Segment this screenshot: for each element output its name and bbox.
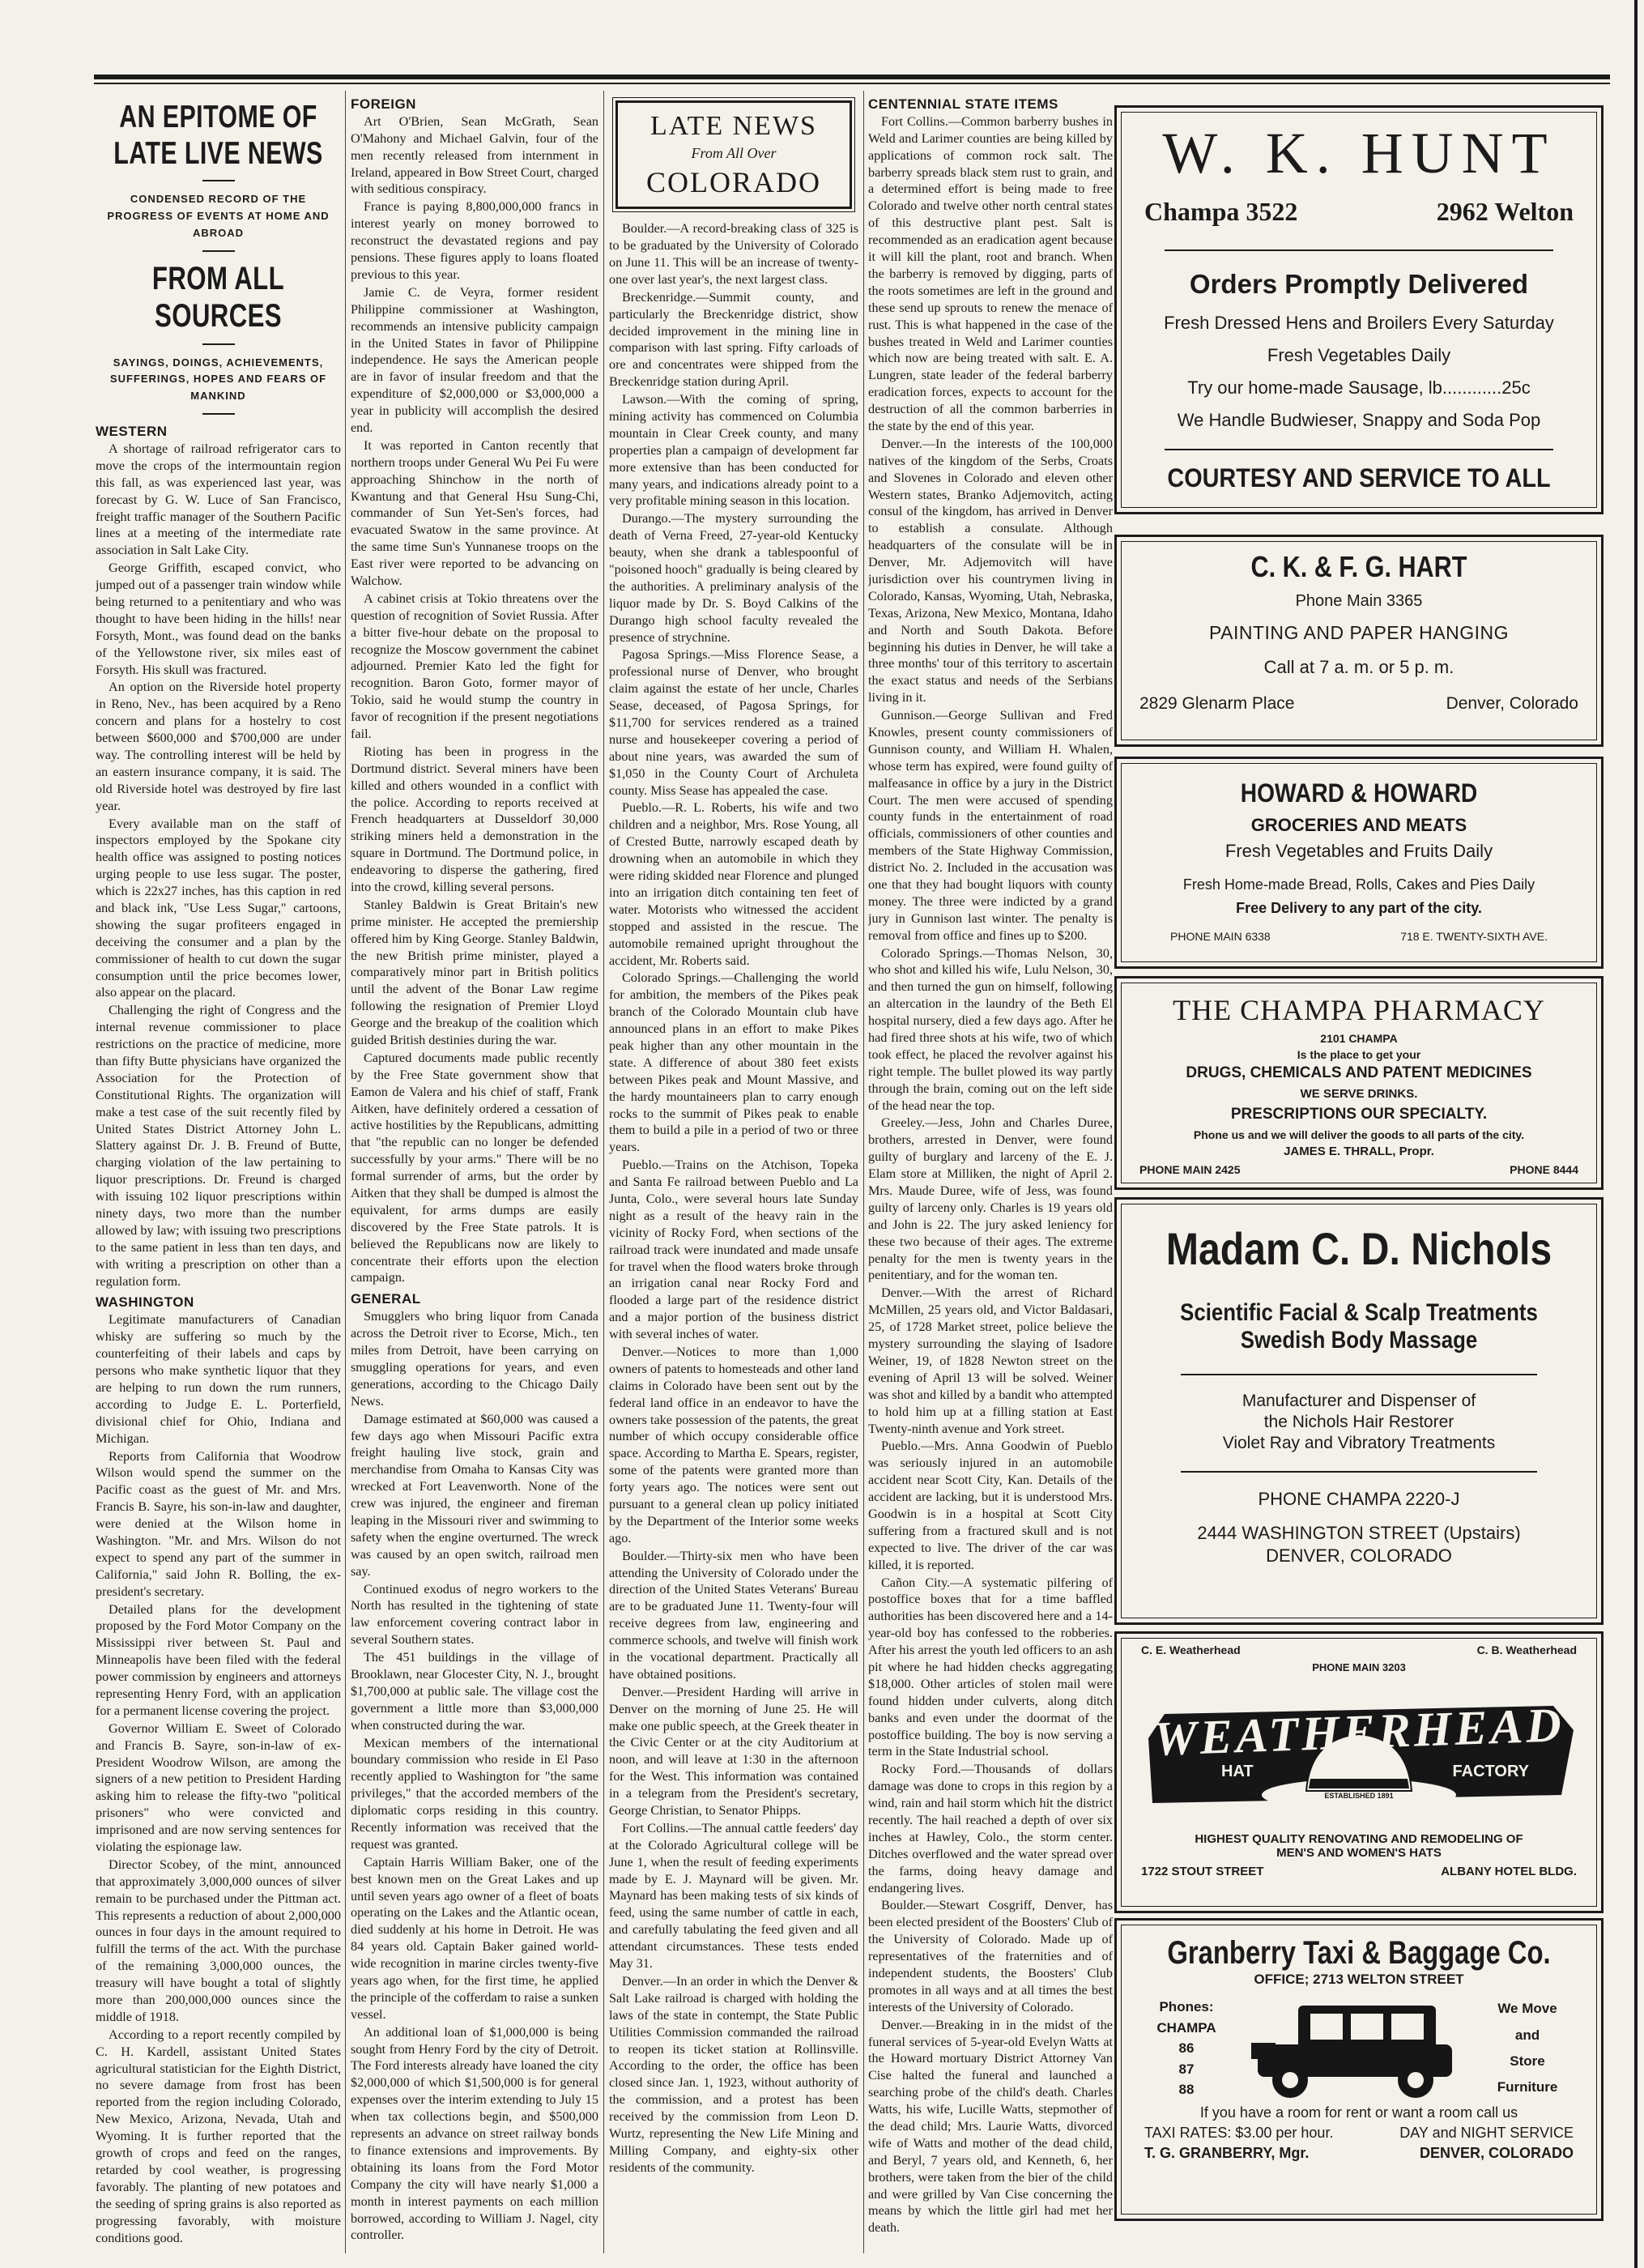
nichols-phone: PHONE CHAMPA 2220-J — [1258, 1489, 1460, 1509]
granberry-office: OFFICE; 2713 WELTON STREET — [1254, 1972, 1464, 1987]
article: Denver.—In an order in which the Denver & Salt Lake railroad is charged with holding the laws of the state in contempt, the State Public Utilities Commission commanded the railroad to reopen its ticket station at Rollinsville. According to the order, the office has been closed since Jan. 1, 1923, without authority of the commission, and a protest has been received by the commission from Leon D. Wurtz, representing the New Life Mining and Milling Company, and eighty-six other residents of the community. — [609, 1973, 858, 2175]
right-edge — [1634, 0, 1638, 2268]
article: According to a report recently compiled by C. H. Kardell, assistant United States agricultural statistician for the Eighth District, no severe damage from frost has been reported from the region including Colorado, New Mexico, Arizona, Nevada, Utah and Wyoming. It is further reported that the growth of crops and feed on the ranges, retarded by cool weather, is progressing favorably. The planting of new potatoes and the seeding of spring grains is also reported as progressing favorably, with moisture conditions good. — [96, 2027, 341, 2245]
article: Pueblo.—Mrs. Anna Goodwin of Pueblo was seriously injured in an automobile accident near Scott City, Kan. Details of the accident are lacking, but it is understood Mrs. Goodwin is in a hospital at Scott City suffering from a fractured skull and is not expected to live. The driver of the car was killed, it is reported. — [868, 1439, 1113, 1572]
divider — [202, 250, 235, 252]
nichols-line1: Scientific Facial & Scalp Treatments — [1180, 1299, 1538, 1326]
ad-hunt — [1114, 105, 1604, 514]
howard-phone: PHONE MAIN 6338 — [1170, 930, 1271, 943]
article: Boulder.—Thirty-six men who have been attending the University of Colorado under the direction of the United States Veterans' Bureau are to be graduated June 11. Twenty-four will receive degrees from law, engineering and commerce schools, and twelve will finish work in the vocational department. Practically all have obtained positions. — [609, 1548, 858, 1682]
article: Reports from California that Woodrow Wilson would spend the summer on the Pacific coast as the guest of Mr. and Mrs. Francis B. Sayre, his son-in-law and daughter, were denied at the Wilson home in Washington. "Mr. and Mrs. Wilson do not expect to spend any part of the summer in California," said John R. Bolling, the ex-president's secretary. — [96, 1448, 341, 1599]
weatherhead-factory: FACTORY — [1452, 1763, 1529, 1780]
weatherhead-hat: HAT — [1221, 1763, 1254, 1780]
hunt-line2: Fresh Dressed Hens and Broilers Every Saturday — [1164, 313, 1554, 333]
hart-city: Denver, Colorado — [1446, 694, 1578, 713]
nichols-rule — [1181, 1471, 1537, 1473]
champa-line4: PRESCRIPTIONS OUR SPECIALTY. — [1230, 1106, 1488, 1123]
article: Art O'Brien, Sean McGrath, Sean O'Mahony and Michael Galvin, four of the men recently released from internment in Ireland, appeared in Bow Street Court, charged with seditious conspiracy. — [351, 113, 598, 197]
granberry-day-night: DAY and NIGHT SERVICE — [1399, 2125, 1574, 2141]
headline-epitome: AN EPITOME OF LATE LIVE NEWS — [113, 100, 323, 172]
article: Rocky Ford.—Thousands of dollars damage was done to crops in this region by a wind, rain and hail storm which hit the district recently. The hail reached a depth of over six inches at Hawley, Colo., the storm center. Ditches overflowed and the water spread over the farms, doing heavy damage and endangering lives. — [868, 1762, 1113, 1895]
article: Director Scobey, of the mint, announced that approximately 3,000,000 ounces of silver remain to be purchased under the Pittman act. This represents a reduction of about 2,000,000 ounces in four days in the amount required to fulfill the terms of the act. With the purchase of the remaining 3,000,000 ounces, the treasury will have bought a total of slightly more than 200,000,000 ounces since the middle of 1918. — [96, 1857, 341, 2024]
column-colorado — [609, 96, 858, 2254]
article: Rioting has been in progress in the Dortmund district. Several miners have been killed and others wounded in a conflict with the police. According to reports received at French headquarters at Dusseldorf 30,000 striking miners held a demonstration in the square in Dortmund. The Dortmund police, in endeavoring to disperse the gathering, fired into the crowd, killing several persons. — [351, 744, 598, 894]
ad-howard — [1114, 757, 1604, 969]
nichols-address: 2444 WASHINGTON STREET (Upstairs) — [1197, 1523, 1521, 1543]
nichols-name: Madam C. D. Nichols — [1165, 1223, 1552, 1274]
subhead-sayings: SAYINGS, DOINGS, ACHIEVEMENTS, SUFFERINGS, HOPES AND FEARS OF MANKIND — [109, 356, 327, 403]
article: A cabinet crisis at Tokio threatens over the question of recognition of Soviet Russia. After a bitter five-hour debate on the proposal to recognize the Moscow government the cabinet adjourned. Premier Kato led the fight for recognition. Baron Goto, former mayor of Tokio, said he would stump the country in favor of recognition if the present negotiations fail. — [351, 590, 598, 741]
hunt-footer: COURTESY AND SERVICE TO ALL — [1167, 463, 1551, 492]
article: Boulder.—A record-breaking class of 325 is to be graduated by the University of Colorado on June 11. This will be an increase of twenty-one over last year's, the next largest class. — [609, 221, 858, 287]
weatherhead-line1: HIGHEST QUALITY RENOVATING AND REMODELING OF — [1195, 1832, 1523, 1846]
champa-line3: WE SERVE DRINKS. — [1300, 1087, 1418, 1101]
divider — [202, 180, 235, 181]
granberry-service: and — [1514, 2027, 1540, 2043]
granberry-phone: 88 — [1178, 2082, 1195, 2098]
weatherhead-left-name: C. E. Weatherhead — [1141, 1643, 1241, 1656]
weatherhead-line2: MEN'S AND WOMEN'S HATS — [1276, 1846, 1442, 1860]
column-rule — [603, 91, 604, 2253]
article: Colorado Springs.—Thomas Nelson, 30, who shot and killed his wife, Lulu Nelson, 30, and then turned the gun on himself, following an altercation in the laundry of the Beth El hospital nursery, died a few days ago. After he had fired three shots at his wife, two of which took effect, he placed the revolver against his right temple. The bullet plowed its way partly through the brain, coming out on the left side of the head near the top. — [868, 945, 1113, 1113]
hunt-line3: Fresh Vegetables Daily — [1267, 345, 1451, 365]
howard-name: HOWARD & HOWARD — [1240, 778, 1478, 808]
weatherhead-wordmark: WEATHERHEAD — [1152, 1698, 1565, 1766]
article: An additional loan of $1,000,000 is being sought from Henry Ford by the city of Detroit. The Ford interests already have loaned the city $2,000,000 of which $1,500,000 is for general expenses over the interim extending to July 15 when tax collections begin, and $500,000 represents an advance on street railway bonds to finance extensions and improvements. By obtaining its loans from the Ford Motor Company the city will have nearly $1,000 a month in interest payments on each million borrowed, according to William J. Nagel, city controller. — [351, 2024, 598, 2243]
article: Breckenridge.—Summit county, and particularly the Breckenridge district, show decided improvement in the mining line in comparison with last spring. Fifty carloads of ore and concentrates were shipped from the Breckenridge station during April. — [609, 289, 858, 390]
nichols-rule — [1181, 1374, 1537, 1375]
late-news-box — [615, 100, 852, 209]
granberry-phones-label: Phones: — [1159, 1999, 1214, 2015]
weatherhead-logo — [1132, 1682, 1586, 1827]
article: Mexican members of the international boundary commission who reside in El Paso recently applied to Washington for "the same privileges," that the accorded members of the diplomatic corps residing in this country. Recently information was received that the request was granted. — [351, 1735, 598, 1852]
article: Lawson.—With the coming of spring, mining activity has commenced on Columbia mountain in Clear Creek county, and many properties plan a campaign of development far more extensive than has been conducted for many years, and indications already point to a very profitable mining season in this location. — [609, 392, 858, 509]
granberry-service: Furniture — [1497, 2079, 1558, 2095]
granberry-phone: 87 — [1178, 2061, 1195, 2077]
weatherhead-building: ALBANY HOTEL BLDG. — [1441, 1865, 1577, 1878]
hart-address: 2829 Glenarm Place — [1139, 694, 1295, 713]
champa-line2: DRUGS, CHEMICALS AND PATENT MEDICINES — [1186, 1064, 1532, 1081]
granberry-phone: 86 — [1178, 2040, 1195, 2057]
howard-line2: Fresh Vegetables and Fruits Daily — [1224, 841, 1493, 861]
champa-phone-main: PHONE MAIN 2425 — [1139, 1163, 1241, 1176]
article: Challenging the right of Congress and the internal revenue commissioner to place restrictions on the practice of medicine, more than fifty Butte physicians have organized the Association for the Protection of Constitutional Rights. The organization will make a test case of the suit recently filed by United States District Attorney John L. Slattery against Dr. J. B. Freund of Butte, charging violation of the law pertaining to liquor prescriptions. Dr. Freund is charged with issuing 102 liquor prescriptions within ninety days, two more than the number allowed by law; with issuing two prescriptions to the same patient in less than ten days, and with writing a prescription on other than a regulation form. — [96, 1003, 341, 1289]
weatherhead-established: ESTABLISHED 1891 — [1324, 1792, 1394, 1800]
champa-address: 2101 CHAMPA — [1320, 1032, 1398, 1045]
champa-line1: Is the place to get your — [1297, 1048, 1421, 1061]
hunt-rule — [1165, 249, 1553, 251]
hunt-rule — [1165, 449, 1553, 450]
article: Damage estimated at $60,000 was caused a few days ago when Missouri Pacific extra freight hauling live stock, grain and merchandise from Omaha to Kansas City was wrecked at Fort Leavenworth. None of the crew was injured, the engineer and fireman leaping in the Missouri river and swimming to safety when the engine overturned. The wreck was caused by an open switch, railroad men say. — [351, 1411, 598, 1579]
divider — [202, 413, 235, 415]
late-news-title: LATE NEWS — [650, 111, 817, 141]
champa-line5: Phone us and we will deliver the goods to all parts of the city. — [1193, 1128, 1525, 1141]
divider — [202, 343, 235, 345]
ad-hart — [1114, 535, 1604, 747]
ad-granberry — [1114, 1918, 1604, 2221]
article: Boulder.—Stewart Cosgriff, Denver, has been elected president of the Boosters' Club of the University of Colorado. Made up of representatives of the fraternities and of independent students, the Boosters' Club promotes in all ways and at all times the best interests of the University of Colorado. — [868, 1898, 1113, 2014]
subhead-condensed: CONDENSED RECORD OF THE PROGRESS OF EVENTS AT HOME AND ABROAD — [107, 193, 330, 240]
article: Denver.—Notices to more than 1,000 owners of patents to homesteads and other land claims in Colorado have been sent out by the federal land office in an endeavor to have the owners take possession of the patents, the great number of which occupy considerable office space. According to Martha E. Spears, register, some of the patents were granted more than forty years ago. The notices were sent out pursuant to a general clean up policy initiated by the Department of the Interior some weeks ago. — [609, 1344, 858, 1545]
article: Detailed plans for the development proposed by the Ford Motor Company on the Mississippi river between St. Paul and Minneapolis have been filed with the federal power commission by engineers and attorneys representing Henry Ford, with an application for a permanent license covering the project. — [96, 1601, 341, 1718]
article: Denver.—President Harding will arrive in Denver on the morning of June 25. He will make one public speech, at the Greek theater in the Civic Center or at the city Auditorium at noon, and will leave at 1:30 in the afternoon for the West. This information was contained in a telegram from the President's secretary, George Christian, to Senator Phipps. — [609, 1684, 858, 1818]
article: Pagosa Springs.—Miss Florence Sease, a professional nurse of Denver, who brought claim against the estate of her uncle, Charles Sease, deceased, of Pagosa Springs, for $11,700 for services rendered as a trained nurse and housekeeper covering a period of about nine years, was awarded the sum of $1,050 in the County Court of Archuleta county. Miss Sease has appealed the case. — [609, 647, 858, 798]
section-title-foreign: FOREIGN — [351, 96, 416, 112]
howard-line3: Fresh Home-made Bread, Rolls, Cakes and Pies Daily — [1182, 876, 1535, 893]
article: Denver.—In the interests of the 100,000 natives of the kingdom of the Serbs, Croats and Slovenes in Colorado and eleven other Western states, Branko Adjemovitch, acting consul of the kingdom, has arrived in Denver to establish a consulate. Although headquarters of the consulate will be in Denver, Mr. Adjemovitch will have jurisdiction over his countrymen living in Colorado, Kansas, Wyoming, Utah, Nebraska, Texas, Arizona, New Mexico, Montana, Idaho and North and South Dakota. Before beginning his duties in Denver, he will take a three months' tour of this territory to ascertain the exact status and needs of the Serbians living in it. — [868, 436, 1113, 706]
column-rule — [863, 91, 864, 2253]
article: Stanley Baldwin is Great Britain's new prime minister. He accepted the premiership offered him by King George. Stanley Baldwin, the new British prime minister, played a comparatively minor part in British politics until the advent of the Bonar Law regime following the resignation of Premier Lloyd George and the breakup of the coalition which guided British destinies during the war. — [351, 897, 598, 1048]
granberry-line1: If you have a room for rent or want a room call us — [1199, 2104, 1518, 2121]
granberry-city: DENVER, COLORADO — [1419, 2145, 1574, 2161]
article: Governor William E. Sweet of Colorado and Francis B. Sayre, son-in-law of ex-President Woodrow Wilson, are among the signers of a new petition to President Harding asking him to release the fifty-two "political prisoners" who were convicted and imprisoned and are now serving sentences for violating the espionage law. — [96, 1720, 341, 1855]
weatherhead-address: 1722 STOUT STREET — [1141, 1865, 1264, 1878]
article: Captured documents made public recently by the Free State government show that Eamon de Valera and his chief of staff, Frank Aitken, have definitely ordered a cessation of active hostilities by the Republicans, admitting that "the republic can no longer be defended successfully by your arms." There will be no formal surrender of arms, but the order by Aitken that they shall be dumped is almost the equivalent, for arms dumps are easily discovered by the Free State patrols. It is believed the Republicans now are likely to concentrate their efforts upon the election campaign. — [351, 1050, 598, 1285]
article: Fort Collins.—The annual cattle feeders' day at the Colorado Agricultural college will be June 1, when the result of feeding experiments made by E. J. Maynard will be given. Mr. Maynard has been making tests of six kinds of feed, using the same number of cattle in each, and carefully tabulating the feed given and all attendant circumstances. These tests ended May 31. — [609, 1820, 858, 1972]
ad-champa-pharmacy — [1114, 976, 1604, 1190]
ad-nichols — [1114, 1197, 1604, 1625]
column-foreign-general — [351, 96, 598, 2254]
weatherhead-right-name: C. B. Weatherhead — [1476, 1643, 1577, 1656]
column-epitome — [96, 96, 341, 2254]
late-news-sub: From All Over — [691, 145, 777, 162]
hunt-line1: Orders Promptly Delivered — [1189, 269, 1529, 299]
weatherhead-phone: PHONE MAIN 3203 — [1312, 1661, 1406, 1673]
ad-weatherhead — [1114, 1631, 1604, 1913]
article: Pueblo.—Trains on the Atchison, Topeka and Santa Fe railroad between Pueblo and La Junta, Colo., were several hours late Sunday night as a result of the heavy rain in the vicinity of Rocky Ford, when sections of the railroad track were inundated and made unsafe for travel when the flood waters broke through an irrigation canal near Rocky Ford and flooded a large part of the residence district and a major portion of the business district with several inches of water. — [609, 1157, 858, 1342]
article: Smugglers who bring liquor from Canada across the Detroit river to Ecorse, Mich., ten miles from Detroit, have been carrying on smuggling operations for years, and even generations, according to the Chicago Daily News. — [351, 1309, 598, 1409]
section-title-general: GENERAL — [351, 1291, 421, 1307]
late-news-colorado: COLORADO — [645, 165, 821, 198]
article: George Griffith, escaped convict, who jumped out of a passenger train window while being returned to a penitentiary and who was thought to have been hiding in the hills! near Forsyth, Mont., was found dead on the banks of the Yellowstone river, six miles east of Forsyth. His skull was fractured. — [96, 561, 341, 677]
article: Denver.—Breaking in in the midst of the funeral services of 5-year-old Evelyn Watts at the Howard mortuary District Attorney Van Cise halted the funeral and launched a searching probe of the child's death. Charles Watts, his wife, Lucille Watts, stepmother of the dead child; Mrs. Laurie Watts, divorced wife of Watts and mother of the dead child, and Beryl, 7 years old, and Kenneth, 6, her brothers, were taken from the bier of the child and were grilled by Van Cise concerning the means by which the little girl had met her death. — [868, 2017, 1113, 2236]
article: Captain Harris William Baker, one of the best known men on the Great Lakes and up until seven years ago owner of a fleet of boats operating on the Lakes and the Atlantic ocean, died suddenly at his home in Detroit. He was 84 years old. Captain Baker gained world-wide recognition in marine circles twenty-five years ago when, for the first time, he applied the principle of the cofferdam to raise a sunken vessel. — [351, 1854, 598, 2022]
top-rule — [94, 75, 1610, 79]
granberry-manager: T. G. GRANBERRY, Mgr. — [1144, 2145, 1310, 2161]
nichols-line5: Violet Ray and Vibratory Treatments — [1222, 1434, 1496, 1452]
hunt-name: W. K. HUNT — [1162, 121, 1556, 185]
article: Cañon City.—A systematic pilfering of postoffice boxes that for a time baffled authorities has been discovered here and a 14-year-old boy has confessed to the robberies. After his arrest the youth led officers to an ash pit where he had hidden checks aggregating $18,000. Other articles of stolen mail were found hidden under culverts, along ditch banks and even under the doormat of the postoffice building. The boy is now serving a term in the State Industrial school. — [868, 1575, 1113, 1759]
granberry-service: Store — [1510, 2053, 1545, 2069]
nichols-city: DENVER, COLORADO — [1266, 1545, 1452, 1566]
howard-address: 718 E. TWENTY-SIXTH AVE. — [1400, 930, 1548, 943]
article: Greeley.—Jess, John and Charles Duree, brothers, arrested in Denver, were found guilty of burglary and larceny of the E. J. Elam store at Milliken, the night of April 2. Mrs. Maude Duree, wife of Jess, was found guilty of larceny only. Charles is 19 years old and John is 22. The jury asked leniency for these two because of their ages. The extreme penalty for the men is twenty years in the penitentiary, and for the woman ten. — [868, 1115, 1113, 1283]
article: It was reported in Canton recently that northern troops under General Wu Pei Fu were approaching Shinchow in the north of Kwantung and that General Hsu Sung-Chi, commander of Sun Yet-Sen's forces, had evacuated Swatow in the same province. At the same time Sun's Yunnanese troops on the East river were reported to be advancing on Walchow. — [351, 437, 598, 588]
section-title-washington: WASHINGTON — [96, 1294, 194, 1311]
article: The 451 buildings in the village of Brooklawn, near Glocester City, N. J., brought $1,700,000 at public sale. The village cost the government a little more than $3,000,000 when constructed during the war. — [351, 1650, 598, 1733]
hunt-phone: Champa 3522 — [1144, 197, 1298, 226]
article: Fort Collins.—Common barberry bushes in Weld and Larimer counties are being killed by applications of common rock salt. The barberry spreads black stem rust to grain, and a determined effort is being made to free Colorado and twelve other north central states of this destructive plant pest. Salt is recommended as an eradication agent because it will kill the plant, root and branch. When the barberry is removed by digging, parts of the roots sometimes are left in the ground and these send up sprouts to renew the menace of rust. This is what happened in the case of the bushes treated in Weld and Larimer counties which now are being treated with salt. E. A. Lungren, state leader of the federal barberry eradication forces, expects to account for the destruction of all the common barberries in the state by the end of this year. — [868, 113, 1113, 433]
article: Continued exodus of negro workers to the North has resulted in the tightening of state law enforcement covering contract labor in several Southern states. — [351, 1581, 598, 1648]
hart-phone: Phone Main 3365 — [1295, 592, 1423, 610]
article: Durango.—The mystery surrounding the death of Verna Freed, 27-year-old Kentucky beauty, when she drank a tablespoonful of "poisoned hooch" gradually is being cleared by the authorities. A preliminary analysis of the liquor made by Dr. S. Boyd Calkins of the Durango high school faculty revealed the presence of strychnine. — [609, 511, 858, 645]
article: Colorado Springs.—Challenging the world for ambition, the members of the Pikes peak branch of the Colorado Mountain club have announced plans in an effort to make Pikes peak higher than any other mountain in the state. A difference of about 380 feet exists between Pikes peak and Mount Massive, and the hardy mountaineers plan to carry enough rocks to the summit of Pikes peak to enable them to build a pile in a period of two or three years. — [609, 970, 858, 1155]
article: A shortage of railroad refrigerator cars to move the crops of the intermountain region this fall, as was experienced last year, was forecast by G. W. Luce of San Francisco, freight traffic manager of the Southern Pacific lines at a meeting of the intermediate rate association in Salt Lake City. — [96, 441, 341, 558]
article: Pueblo.—R. L. Roberts, his wife and two children and a neighbor, Mrs. Rose Young, all of Crested Butte, narrowly escaped death by drowning when an automobile in which they were riding skidded near Florence and plunged into an irrigation ditch containing ten feet of water. Motorists who witnessed the accident stopped and assisted in the rescue. The automobile remained upright throughout the accident, Mr. Roberts said. — [609, 800, 858, 968]
article: An option on the Riverside hotel property in Reno, Nev., has been acquired by a Reno concern and plans for a hostelry to cost between $600,000 and $700,000 are under way. The controlling interest will be held by an eastern insurance company, it is said. The old Riverside hotel was destroyed by fire last year. — [96, 680, 341, 813]
top-rule-thin — [94, 83, 1610, 84]
nichols-line3: Manufacturer and Dispenser of — [1242, 1392, 1476, 1410]
granberry-service: We Move — [1497, 2001, 1557, 2017]
article: Jamie C. de Veyra, former resident Philippine commissioner at Washington, recommends an intensive publicity campaign in the United States in favor of Philippine independence. He says the American people are in favor of insular freedom and that the expenditure of $2,000,000 or $3,000,000 a year in publicity will accomplish the desired end. — [351, 284, 598, 435]
article: Denver.—With the arrest of Richard McMillen, 25 years old, and Victor Baldasari, 25, of 1728 Market street, police believe the mystery surrounding the slaying of Isadore Weiner, 19, of 1828 Newton street on the evening of April 13 will be solved. Weiner was shot and killed by a bandit who attempted to hold him up at a filling station at East Twenty-ninth avenue and York street. — [868, 1285, 1113, 1436]
champa-name: THE CHAMPA PHARMACY — [1173, 994, 1545, 1026]
hunt-line5: We Handle Budwieser, Snappy and Soda Pop — [1177, 410, 1541, 430]
howard-line4: Free Delivery to any part of the city. — [1236, 900, 1482, 916]
section-title-centennial: CENTENNIAL STATE ITEMS — [868, 96, 1058, 112]
nichols-line4: the Nichols Hair Restorer — [1263, 1413, 1454, 1431]
hart-name: C. K. & F. G. HART — [1250, 550, 1467, 583]
article: Legitimate manufacturers of Canadian whisky are suffering so much by the counterfeiting of their labels and caps by persons who make synthetic liquor that they are helping to run down the rum runners, according to Judge E. L. Porterfield, divisional chief for Ohio, Indiana and Michigan. — [96, 1312, 341, 1446]
hunt-address: 2962 Welton — [1436, 197, 1574, 226]
article: Gunnison.—George Sullivan and Fred Knowles, present county commissioners of Gunnison county, and William H. Whalen, whose term has expired, were found guilty of malfeasance in office by a jury in the District Court. The men were accused of spending county funds in the entertainment of road officials, commissioners of other counties and members of the State Highway Commission, district No. 2. Included in the accusation was one that they had bought liquors with county money. The three were indicted by a grand jury in Gunnison last winter. The penalty is removal from office and fines up to $200. — [868, 708, 1113, 943]
howard-line1: GROCERIES AND MEATS — [1250, 815, 1467, 835]
granberry-rates: TAXI RATES: $3.00 per hour. — [1144, 2125, 1334, 2141]
headline-all-sources: FROM ALL SOURCES — [151, 260, 285, 335]
nichols-line2: Swedish Body Massage — [1240, 1327, 1478, 1354]
champa-phone-alt: PHONE 8444 — [1510, 1163, 1578, 1176]
hunt-line4: Try our home-made Sausage, lb............25c — [1187, 377, 1531, 398]
champa-proprietor: JAMES E. THRALL, Propr. — [1284, 1145, 1434, 1158]
taxi-car-icon — [1242, 1996, 1468, 2101]
article: France is paying 8,800,000,000 francs in interest yearly on money borrowed to reconstruct the devastated regions and pay pensions. These figures apply to loans floated previous to this year. — [351, 199, 598, 282]
granberry-name: Granberry Taxi & Baggage Co. — [1167, 1935, 1551, 1971]
hart-hours: Call at 7 a. m. or 5 p. m. — [1263, 657, 1454, 677]
granberry-exchange: CHAMPA — [1156, 2019, 1216, 2036]
article: Every available man on the staff of inspectors employed by the Spokane city health office was assigned to posting notices urging people to use less sugar. The poster, which is 22x27 inches, has this caption in red and black ink, "Use Less Sugar," cartoons, showing the sugar profiteers engaged in deceiving the consumer and a plan by the commissioner of health to cut down the sugar consumption until the price becomes lower, also appear on the placard. — [96, 816, 341, 1000]
column-rule — [345, 91, 346, 2253]
section-title-western: WESTERN — [96, 424, 168, 440]
hart-service: PAINTING AND PAPER HANGING — [1209, 622, 1509, 643]
column-centennial — [868, 96, 1113, 2254]
